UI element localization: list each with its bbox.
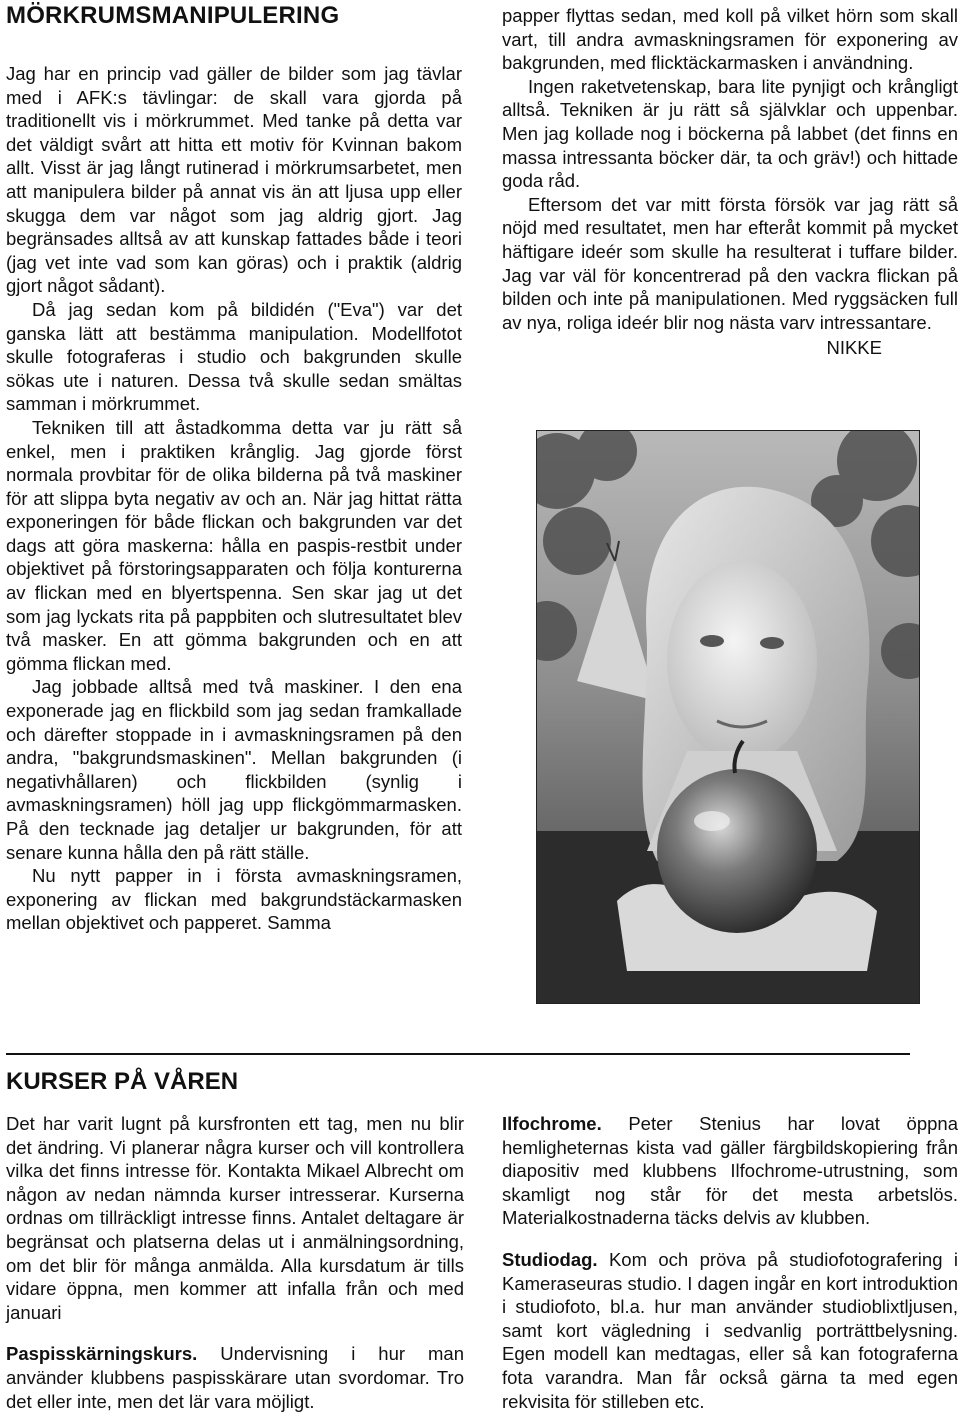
section-divider — [6, 1053, 910, 1055]
courses-intro: Det har varit lugnt på kursfronten ett tag, men nu blir det ändring. Vi planerar några kurser och vill kontrollera vilka det finns intresse för. Kontakta Mikael Albrecht om någon av nedan nämnda kurser intresserar. Kurserna ordnas om tillräckligt intresse finns. Antalet deltagare är begränsat och platserna delas ut i anmälningsordning, om det blir för många anmälda. Alla kursdatum är tills vidare öppna, men kommer att infalla från och med januari — [6, 1113, 464, 1323]
article-right-column — [502, 4, 958, 360]
article-paragraph: Jag jobbade alltså med två maskiner. I den ena exponerade jag en flickbild som jag sedan framkallade och därefter stoppade in i avmaskningsramen på den andra, "bakgrundsmaskinen". Mellan bakgrunden (i negativhållaren) och flickbilden (synlig i avmaskningsramen) höll jag upp flickgömmarmasken. På den tecknade jag detaljer ur bakgrunden, för att senare kunna hålla den på rätt ställe. — [6, 676, 462, 863]
course-paspis — [6, 1342, 464, 1413]
courses-title: KURSER PÅ VÅREN — [6, 1068, 239, 1095]
course-lead: Ilfochrome. — [502, 1113, 602, 1134]
article-title: MÖRKRUMSMANIPULERING — [6, 2, 340, 29]
course-text: Undervisning i hur man använder klubbens paspisskärare utan svordomar. Tro det eller inte, men det lär vara möjligt. — [6, 1343, 464, 1412]
course-ilfochrome — [502, 1112, 958, 1230]
article-paragraph: Jag har en princip vad gäller de bilder som jag tävlar med i AFK:s tävlingar: de skall vara gjorda på traditionellt vis i mörkrummet. Med tanke på detta var det väldigt svårt att hitta ett motiv för Kvinnan bakom allt. Visst är jag långt rutinerad i mörkrumsarbetet, men att manipulera bilder på annat vis än att ljusa upp eller skugga dem var något som jag aldrig gjort. Jag begränsades alltså av att kunskap fattades både i teori (jag vet inte vad som kan göras) och i praktik (aldrig gjort något sådant). — [6, 63, 462, 297]
author-signature: NIKKE — [826, 337, 882, 359]
article-paragraph: Då jag sedan kom på bildidén ("Eva") var det ganska lätt att bestämma manipulation. Modellfotot skulle fotograferas i studio och bakgrunden skulle sökas ute i naturen. Dessa två skulle sedan smältas samman i mörkrummet. — [6, 298, 462, 415]
course-studiodag — [502, 1248, 958, 1413]
courses-right-column — [502, 1112, 958, 1413]
article-left-column — [6, 62, 462, 935]
article-paragraph: Tekniken till att åstadkomma detta var ju rätt så enkel, men i praktiken krånglig. Jag gjorde först normala provbitar för de olika bilderna på två maskiner för att slippa byta negativ av och an. När jag hittat rätta exponeringen för både flickan och bakgrunden var det dags att göra maskerna: hålla en paspis-restbit under objektivet på förstoringsapparaten och följa konturerna av flickan med en blyertspenna. Sen skar jag ut det som jag lyckats rita på pappbiten och slutresultatet blev två masker. En att gömma bakgrunden och en att gömma flickan med. — [6, 416, 462, 674]
course-text: Kom och pröva på studiofotografering i Kameraseuras studio. I dagen ingår en kort introduktion i studiofoto, bl.a. hur man använder studioblixtljusen, samt kort vägledning i sedvanlig porträttbelysning. Egen modell kan medtagas, eller så kan fotograferna fota varandra. Man får också gärna ta med egen rekvisita för stilleben etc. — [502, 1248, 958, 1412]
article-paragraph: papper flyttas sedan, med koll på vilket hörn som skall vart, till andra avmaskningsramen för exponering av bakgrunden, med flicktäckarmasken i användning. — [502, 5, 958, 74]
courses-left-column — [6, 1112, 464, 1413]
article-paragraph: Nu nytt papper in i första avmaskningsramen, exponering av flickan med bakgrundstäckarmasken mellan objektivet och papperet. Samma — [6, 865, 462, 934]
course-lead: Studiodag. — [502, 1248, 598, 1270]
article-paragraph: Ingen raketvetenskap, bara lite pynjigt och krångligt alltså. Tekniken är ju rätt så självklar och uppenbar. Men jag kollade nog i böckerna på labbet (det finns en massa intressanta böcker där, ta och gräv!) och hittade goda råd. — [502, 75, 958, 192]
article-photo — [536, 430, 920, 1004]
course-lead: Paspisskärningskurs. — [6, 1343, 198, 1365]
article-paragraph: Eftersom det var mitt första försök var jag rätt så nöjd med resultatet, men har efteråt kommit på mycket häftigare ideér som skulle ha resulterat i tuffare bilder. Jag var väl för koncentrerad på den vackra flickan på bilden och inte på manipulationen. Med ryggsäcken full av nya, roliga ideér blir nog nästa varv intressantare. — [502, 193, 958, 333]
course-text: Peter Stenius har lovat öppna hemligheternas kista vad gäller färgbildskopiering från diapositiv med klubbens Ilfochrome-utrustning, som skamligt nog står för det mesta arbetslös. Materialkostnaderna täcks delvis av klubben. — [502, 1113, 958, 1229]
